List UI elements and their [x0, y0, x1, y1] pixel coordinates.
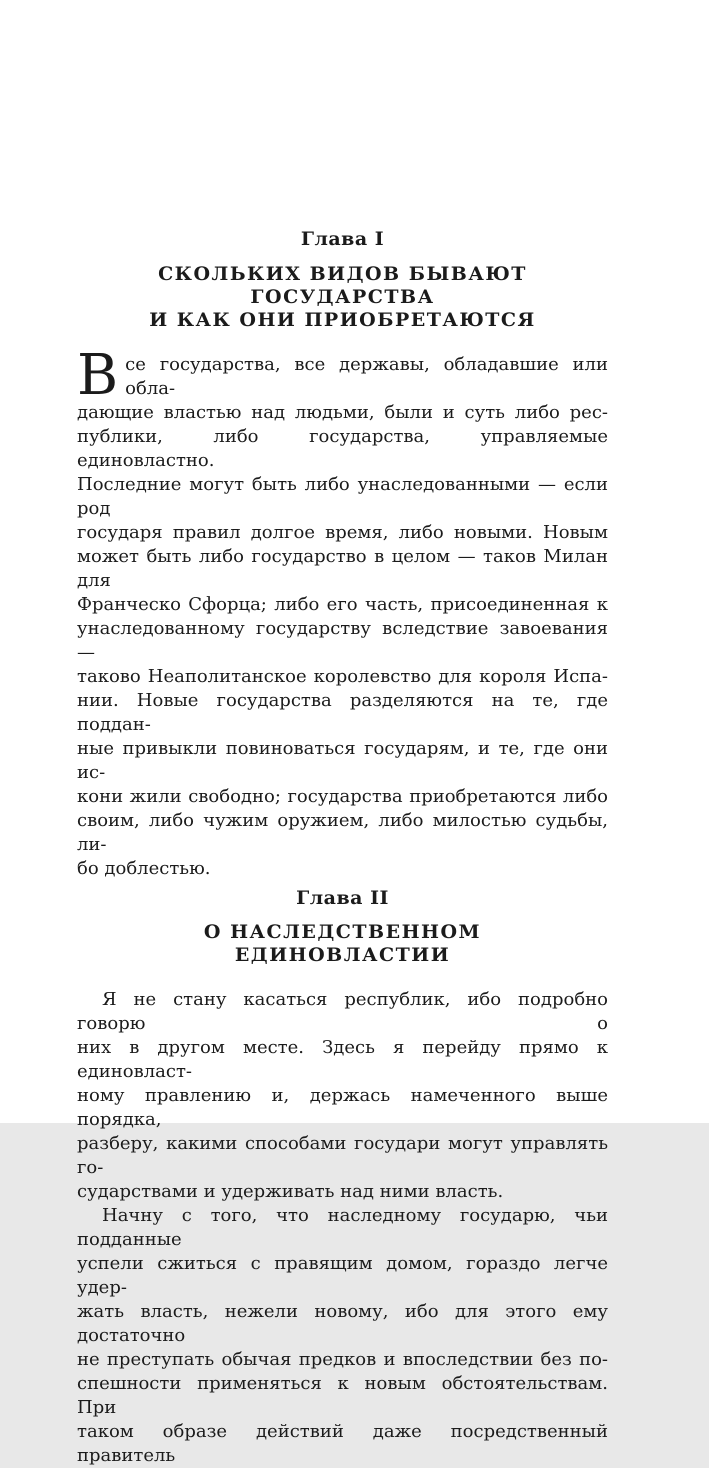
text-line: публики, либо государства, управляемые единовластно. [77, 426, 608, 471]
text-line: них в другом месте. Здесь я перейду прямо к единовласт- [77, 1037, 608, 1082]
text-block [77, 229, 608, 1468]
chapter-2-title-line-2: ЕДИНОВЛАСТИИ [234, 944, 451, 966]
text-line: Франческо Сфорца; либо его часть, присоединенная к [77, 594, 608, 615]
chapter-1-number: Глава I [300, 228, 385, 250]
text-line: Я не стану касаться республик, ибо подробно говорю о [77, 989, 608, 1034]
chapter-1-title [77, 263, 608, 332]
chapter-2-paragraph-1 [77, 988, 608, 1204]
text-line: спешности применяться к новым обстоятельствам. При [77, 1373, 608, 1418]
drop-cap-letter: В [77, 343, 119, 408]
text-line: дающие властью над людьми, были и суть либо рес- [77, 402, 608, 423]
text-line: может быть либо государство в целом — таков Милан для [77, 546, 608, 591]
chapter-2-title-line-1: О НАСЛЕДСТВЕННОМ [203, 921, 482, 943]
text-line: успели сжиться с правящим домом, гораздо легче удер- [77, 1253, 608, 1298]
text-line: Последние могут быть либо унаследованными — если род [77, 474, 608, 519]
chapter-2-number: Глава II [296, 887, 389, 909]
text-line: государя правил долгое время, либо новыми. Новым [77, 522, 608, 543]
text-line: не преступать обычая предков и впоследствии без по- [77, 1349, 608, 1370]
text-line: се государства, все державы, обладавшие или обла- [125, 354, 608, 399]
chapter-1-paragraph-1 [77, 343, 608, 881]
text-line: таково Неаполитанское королевство для короля Испа- [77, 666, 608, 687]
text-line: разберу, какими способами государи могут управлять го- [77, 1133, 608, 1178]
text-line: бо доблестью. [77, 858, 211, 879]
chapter-2-paragraph-2 [77, 1204, 608, 1468]
chapter-1-title-line-1: СКОЛЬКИХ ВИДОВ БЫВАЮТ ГОСУДАРСТВА [158, 263, 527, 308]
text-line: нии. Новые государства разделяются на те, где поддан- [77, 690, 608, 735]
text-line: унаследованному государству вследствие завоевания — [77, 618, 608, 663]
text-line: кони жили свободно; государства приобретаются либо [77, 786, 608, 807]
text-line: своим, либо чужим оружием, либо милостью судьбы, ли- [77, 810, 608, 855]
text-line: жать власть, нежели новому, ибо для этого ему достаточно [77, 1301, 608, 1346]
chapter-2-section [77, 888, 608, 1468]
chapter-1-section [77, 229, 608, 881]
chapter-2-title [77, 921, 608, 967]
chapter-1-title-line-2: И КАК ОНИ ПРИОБРЕТАЮТСЯ [149, 309, 536, 331]
text-line: ные привыкли повиноваться государям, и те, где они ис- [77, 738, 608, 783]
text-line: ному правлению и, держась намеченного выше порядка, [77, 1085, 608, 1130]
text-line: сударствами и удерживать над ними власть. [77, 1181, 504, 1202]
text-line: Начну с того, что наследному государю, чьи подданные [77, 1205, 608, 1250]
text-line: таком образе действий даже посредственный правитель [77, 1421, 608, 1466]
